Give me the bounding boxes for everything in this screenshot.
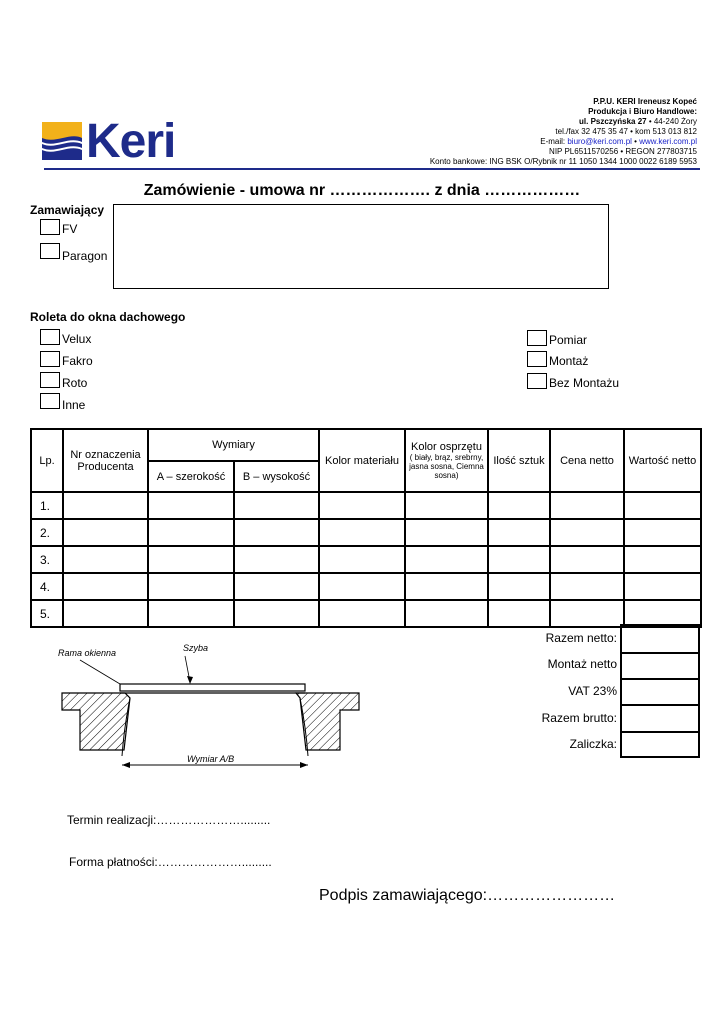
pomiar-checkbox[interactable]: [527, 330, 547, 346]
cell[interactable]: [63, 573, 148, 600]
cell[interactable]: [148, 519, 234, 546]
montaz-label: Montaż: [549, 354, 589, 368]
cell[interactable]: [405, 600, 488, 627]
cell[interactable]: [488, 573, 550, 600]
cell[interactable]: [550, 600, 624, 627]
company-name: P.P.U. KERI Ireneusz Kopeć: [593, 97, 697, 106]
cell[interactable]: [624, 546, 701, 573]
table-row: [31, 519, 701, 546]
cell[interactable]: [624, 600, 701, 627]
cell[interactable]: [405, 519, 488, 546]
fakro-checkbox[interactable]: [40, 351, 60, 367]
separator: •: [631, 137, 640, 146]
roto-label: Roto: [62, 376, 88, 390]
bez-montazu-label: Bez Montażu: [549, 376, 620, 390]
fv-label: FV: [62, 222, 78, 236]
cell[interactable]: [488, 519, 550, 546]
cell[interactable]: [63, 492, 148, 519]
fittings-color-title: Kolor osprzętu: [411, 441, 482, 453]
email-prefix: E-mail:: [540, 137, 568, 146]
email-link[interactable]: biuro@keri.com.pl: [567, 137, 632, 146]
cell[interactable]: [234, 600, 319, 627]
header-material-color: Kolor materiału: [319, 429, 405, 492]
inne-label: Inne: [62, 398, 86, 412]
logo-text: Keri: [86, 115, 176, 168]
order-table: [30, 428, 702, 628]
cell[interactable]: [405, 492, 488, 519]
orderer-box[interactable]: [113, 204, 609, 289]
company-phone: tel./fax 32 475 35 47 • kom 513 013 812: [555, 127, 697, 136]
cell[interactable]: [488, 546, 550, 573]
cell[interactable]: [63, 546, 148, 573]
row-number: 4.: [31, 573, 63, 600]
orderer-label: Zamawiający: [30, 203, 105, 217]
company-bank: Konto bankowe: ING BSK O/Rybnik nr 11 1050 1344 1000 0022 6189 5953: [429, 157, 697, 166]
cell[interactable]: [319, 546, 405, 573]
keri-logo: [42, 115, 192, 168]
window-diagram: [40, 638, 380, 773]
cell[interactable]: [624, 573, 701, 600]
cell[interactable]: [624, 519, 701, 546]
roto-checkbox[interactable]: [40, 372, 60, 388]
total-gross-label: Razem brutto:: [541, 711, 617, 725]
row-number: 1.: [31, 492, 63, 519]
pomiar-label: Pomiar: [549, 333, 588, 347]
cell[interactable]: [148, 492, 234, 519]
cell[interactable]: [148, 600, 234, 627]
cell[interactable]: [624, 492, 701, 519]
header-producer-no: Nr oznaczenia Producenta: [63, 429, 148, 492]
company-street: ul. Pszczyńska 27: [579, 117, 647, 126]
inne-checkbox[interactable]: [40, 393, 60, 409]
montaz-checkbox[interactable]: [527, 351, 547, 367]
cell[interactable]: [234, 492, 319, 519]
cell[interactable]: [63, 519, 148, 546]
header-width: A – szerokość: [148, 461, 234, 492]
dimension-label: Wymiar A/B: [187, 754, 235, 764]
paragon-label: Paragon: [62, 249, 108, 263]
row-number: 2.: [31, 519, 63, 546]
cell[interactable]: [550, 573, 624, 600]
total-net-label: Razem netto:: [545, 631, 617, 645]
cell[interactable]: [488, 600, 550, 627]
summary-box: [620, 624, 700, 758]
header-quantity: Ilość sztuk: [488, 429, 550, 492]
cell[interactable]: [319, 573, 405, 600]
table-row: [31, 546, 701, 573]
company-city: • 44-240 Żory: [646, 117, 697, 126]
header-net-price: Cena netto: [550, 429, 624, 492]
cell[interactable]: [319, 519, 405, 546]
bez-montazu-checkbox[interactable]: [527, 373, 547, 389]
cell[interactable]: [550, 492, 624, 519]
velux-label: Velux: [62, 332, 92, 346]
cell[interactable]: [234, 519, 319, 546]
fittings-color-note: ( biały, brąz, srebrny, jasna sosna, Ciemna sosna): [409, 453, 484, 480]
roller-label: Roleta do okna dachowego: [30, 310, 186, 324]
glass-label: Szyba: [183, 643, 209, 653]
vat-label: VAT 23%: [568, 684, 617, 698]
cell[interactable]: [148, 546, 234, 573]
paragon-checkbox[interactable]: [40, 243, 60, 259]
cell[interactable]: [234, 546, 319, 573]
cell[interactable]: [319, 492, 405, 519]
cell[interactable]: [148, 573, 234, 600]
cell[interactable]: [405, 573, 488, 600]
header-dimensions: Wymiary: [148, 429, 319, 461]
table-row: [31, 492, 701, 519]
frame-label: Rama okienna: [58, 648, 117, 658]
cell[interactable]: [405, 546, 488, 573]
company-info: [430, 97, 697, 167]
signature-field[interactable]: Podpis zamawiającego:……………………: [319, 887, 616, 904]
cell[interactable]: [319, 600, 405, 627]
payment-field[interactable]: Forma płatności:………………….........: [69, 855, 272, 869]
header-net-value: Wartość netto: [624, 429, 701, 492]
cell[interactable]: [488, 492, 550, 519]
header-fittings-color: [405, 429, 488, 492]
fakro-label: Fakro: [62, 354, 93, 368]
cell[interactable]: [63, 600, 148, 627]
window-cross-section: [40, 638, 380, 773]
row-number: 3.: [31, 546, 63, 573]
fv-checkbox[interactable]: [40, 219, 60, 235]
installation-net-label: Montaż netto: [547, 657, 617, 671]
website-link[interactable]: www.keri.com.pl: [639, 137, 697, 146]
row-number: 5.: [31, 600, 63, 627]
velux-checkbox[interactable]: [40, 329, 60, 345]
cell[interactable]: [550, 519, 624, 546]
cell[interactable]: [550, 546, 624, 573]
advance-label: Zaliczka:: [569, 737, 617, 751]
header-height: B – wysokość: [234, 461, 319, 492]
header-divider: [44, 168, 700, 170]
company-line2: Produkcja i Biuro Handlowe:: [588, 107, 697, 116]
deadline-field[interactable]: Termin realizacji:………………….........: [67, 813, 271, 827]
company-nip-regon: NIP PL6511570256 • REGON 277803715: [549, 147, 697, 156]
header-lp: Lp.: [31, 429, 63, 492]
table-row: [31, 573, 701, 600]
table-row: [31, 600, 701, 627]
page-title: Zamówienie - umowa nr ………………. z dnia ………………: [143, 182, 581, 199]
cell[interactable]: [234, 573, 319, 600]
